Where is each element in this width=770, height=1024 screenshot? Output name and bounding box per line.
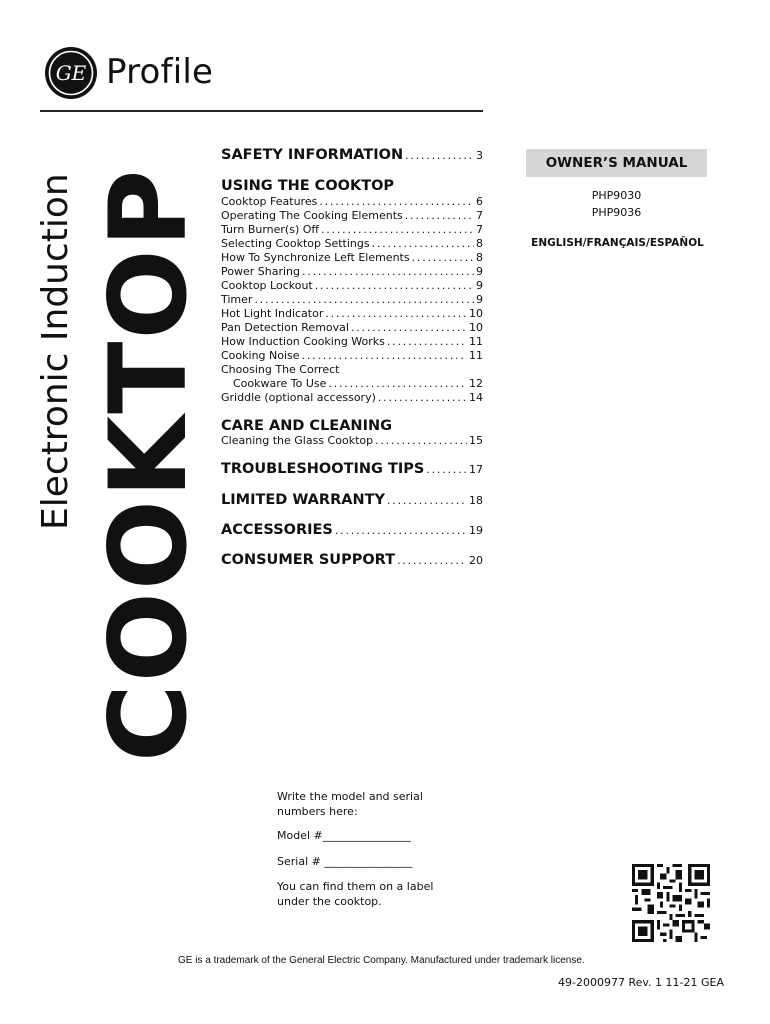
logo-text: GE — [55, 61, 87, 85]
toc-item[interactable]: Cooktop Features ..... 6 — [221, 195, 483, 209]
instructions-line: numbers here: — [277, 804, 358, 818]
toc-warranty[interactable]: LIMITED WARRANTY ..... 18 — [221, 492, 483, 508]
qr-code-icon[interactable] — [632, 864, 710, 942]
toc-item[interactable]: Pan Detection Removal ..... 10 — [221, 321, 483, 335]
brand-name: Profile — [106, 52, 214, 92]
toc-support[interactable]: CONSUMER SUPPORT ..... 20 — [221, 552, 483, 568]
toc-item[interactable]: Selecting Cooktop Settings ..... 8 — [221, 237, 483, 251]
model-number: PHP9030 — [591, 189, 642, 202]
owners-manual-label: OWNER’S MANUAL — [526, 149, 707, 177]
serial-field[interactable]: Serial # ________________ — [277, 855, 413, 868]
document-number: 49-2000977 Rev. 1 11-21 GEA — [558, 976, 724, 989]
toc-section-title: SAFETY INFORMATION — [221, 147, 404, 163]
model-field[interactable]: Model #________________ — [277, 829, 411, 842]
toc-item[interactable]: Turn Burner(s) Off ..... 7 — [221, 223, 483, 237]
instructions-line: Write the model and serial — [277, 790, 423, 803]
toc-troubleshooting[interactable]: TROUBLESHOOTING TIPS ..... 17 — [221, 461, 483, 477]
toc-item[interactable]: Cooking Noise ..... 11 — [221, 349, 483, 363]
label-note: under the cooktop. — [277, 894, 382, 908]
model-number: PHP9036 — [591, 206, 642, 219]
toc-item[interactable]: Power Sharing ..... 9 — [221, 265, 483, 279]
toc-item[interactable]: How Induction Cooking Works ..... 11 — [221, 335, 483, 349]
cover-title: COOKTOP — [87, 167, 210, 762]
label-note: You can find them on a label — [277, 880, 434, 893]
language-list: ENGLISH/FRANÇAIS/ESPAÑOL — [531, 237, 704, 249]
ge-logo-icon — [44, 46, 98, 100]
toc-care-heading: CARE AND CLEANING — [221, 418, 392, 434]
toc-accessories[interactable]: ACCESSORIES ..... 19 — [221, 522, 483, 538]
toc-item[interactable]: Hot Light Indicator ..... 10 — [221, 307, 483, 321]
toc-safety[interactable] — [221, 147, 483, 163]
toc-item[interactable]: Operating The Cooking Elements ..... 7 — [221, 209, 483, 223]
toc-page: 3 — [476, 149, 483, 162]
toc-item[interactable]: Timer ..... 9 — [221, 293, 483, 307]
leader-dots — [405, 149, 474, 162]
toc-item-line[interactable]: Choosing The Correct — [221, 363, 340, 376]
trademark-notice: GE is a trademark of the General Electric Company. Manufactured under trademark license. — [178, 955, 585, 966]
toc-using-heading: USING THE COOKTOP — [221, 178, 395, 194]
toc-item[interactable]: Griddle (optional accessory) ..... 14 — [221, 391, 483, 405]
header-rule — [40, 110, 483, 112]
toc-item[interactable]: Cleaning the Glass Cooktop ..... 15 — [221, 434, 483, 448]
cover-subtitle: Electronic Induction — [35, 173, 76, 530]
toc-item[interactable]: Cookware To Use ..... 12 — [221, 377, 483, 391]
toc-item[interactable]: How To Synchronize Left Elements ..... 8 — [221, 251, 483, 265]
toc-item[interactable]: Cooktop Lockout ..... 9 — [221, 279, 483, 293]
